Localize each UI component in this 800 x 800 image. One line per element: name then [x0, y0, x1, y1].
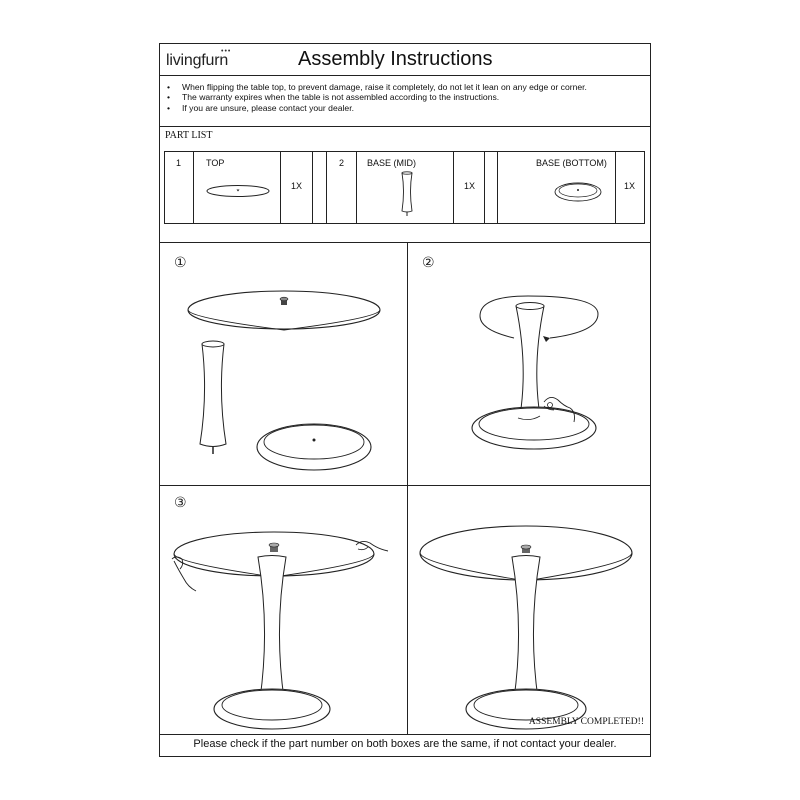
- step-4-illustration: [408, 487, 651, 717]
- part-qty: 1X: [291, 181, 303, 191]
- footer-note: Please check if the part number on both boxes are the same, if not contact your dealer.: [193, 738, 617, 750]
- header: [160, 44, 650, 76]
- part-name: BASE (BOTTOM): [536, 158, 607, 168]
- brand-logo: livingfurn: [166, 52, 229, 69]
- tabletop-icon: [206, 184, 270, 198]
- part-name: BASE (MID): [367, 158, 417, 168]
- spacer-cell: [313, 152, 327, 223]
- note-item: • The warranty expires when the table is not assembled according to the instructions.: [164, 92, 644, 102]
- step-number: ②: [422, 255, 435, 271]
- assembly-completed-label: ASSEMBLY COMPLETED!!: [528, 717, 644, 727]
- spacer-cell: [485, 152, 498, 223]
- part-list-table: [164, 151, 645, 224]
- part-number-cell: [327, 152, 357, 223]
- part-name: TOP: [206, 158, 225, 168]
- part-qty: 1X: [624, 181, 636, 191]
- part-qty-cell: [616, 152, 646, 223]
- page-title: Assembly Instructions: [298, 48, 493, 70]
- note-item: • If you are unsure, please contact your dealer.: [164, 103, 644, 113]
- divider: [160, 734, 650, 735]
- logo-dots-icon: •••: [221, 48, 232, 55]
- part-name-cell: [498, 152, 616, 223]
- divider: [160, 242, 650, 243]
- warning-notes: [164, 82, 644, 113]
- column-icon: [397, 171, 417, 217]
- instruction-sheet: [159, 43, 651, 757]
- base-disc-icon: [553, 180, 603, 204]
- part-number-cell: [165, 152, 194, 223]
- part-name-cell: [357, 152, 454, 223]
- step-number: ①: [174, 255, 187, 271]
- divider: [160, 126, 650, 127]
- part-name-cell: [194, 152, 281, 223]
- step-1-illustration: [160, 244, 406, 484]
- part-list-title: PART LIST: [165, 130, 213, 141]
- part-qty-cell: [454, 152, 485, 223]
- part-number: 2: [339, 158, 345, 168]
- step-3-illustration: [160, 487, 406, 733]
- step-2-illustration: [408, 244, 651, 484]
- divider: [160, 485, 650, 486]
- part-qty-cell: [281, 152, 313, 223]
- part-qty: 1X: [464, 181, 476, 191]
- step-number: ③: [174, 495, 187, 511]
- part-number: 1: [176, 158, 182, 168]
- note-item: • When flipping the table top, to prevent damage, raise it completely, do not let it lean on any edge or corner.: [164, 82, 644, 92]
